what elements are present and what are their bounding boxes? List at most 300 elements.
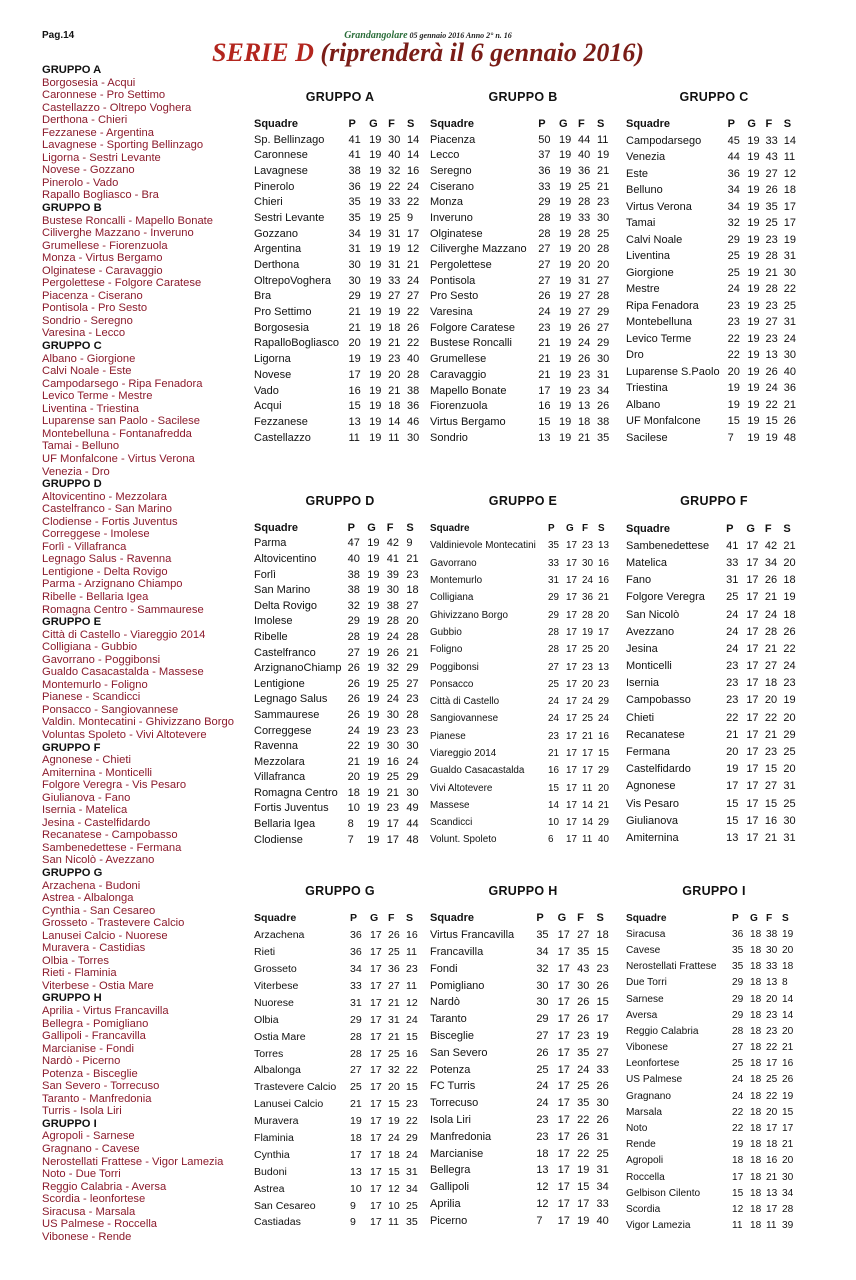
goals-against: 13 [598,540,609,552]
standings-header-row [254,116,426,132]
points: 41 [348,149,361,162]
points: 20 [727,365,740,378]
games: 19 [369,243,382,256]
team-name: Potenza [430,1063,471,1076]
games: 17 [566,626,577,638]
table-row [430,1179,616,1196]
games: 17 [566,644,577,656]
team-name: Gelbison Cilento [626,1187,701,1199]
goals-against: 23 [598,678,609,690]
goals-against: 9 [406,537,413,550]
team-name: Agnonese [626,780,676,793]
fixture-item: US Palmese - Roccella [42,1218,158,1231]
team-name: Ponsacco [430,678,474,690]
games: 19 [367,552,380,565]
games: 19 [747,349,760,362]
standings-block [626,884,802,1234]
games: 19 [559,164,572,177]
table-row [254,147,426,163]
goals-for: 13 [577,400,591,413]
goals-against: 12 [407,243,420,256]
team-name: Leonfortese [626,1058,680,1070]
games: 17 [746,694,759,707]
column-header-p: P [350,912,358,925]
games: 17 [370,1216,382,1229]
fixture-item: Marcianise - Fondi [42,1042,135,1055]
column-header-g: G [559,117,568,130]
fixtures-group-heading: GRUPPO E [42,616,102,629]
points: 17 [538,384,551,397]
games: 17 [566,765,577,777]
team-name: Montebelluna [626,316,693,329]
goals-against: 23 [406,724,419,737]
standings-header-row [430,910,616,927]
points: 15 [726,814,739,827]
points: 27 [347,646,360,659]
goals-for: 24 [577,337,591,350]
table-row [430,797,616,814]
team-name: Castiadas [254,1216,301,1229]
points: 21 [348,321,361,334]
points: 7 [536,1214,543,1227]
points: 10 [347,802,360,815]
goals-for: 25 [577,180,591,193]
column-header-g: G [746,522,755,535]
goals-for: 15 [577,1181,590,1194]
games: 17 [566,575,577,587]
games: 19 [367,537,380,550]
goals-against: 15 [406,1081,418,1094]
goals-against: 22 [407,196,420,209]
table-row [626,959,800,975]
goals-for: 38 [386,599,400,612]
table-row [430,1078,616,1095]
goals-against: 20 [782,944,794,956]
points: 8 [347,818,354,831]
games: 18 [750,1187,762,1199]
table-row [430,163,616,179]
points: 34 [348,227,361,240]
games: 17 [557,1113,570,1126]
points: 22 [732,1123,744,1135]
fixture-item: Liventina - Triestina [42,402,140,415]
points: 18 [347,786,360,799]
points: 15 [726,797,739,810]
team-name: Bellaria Igea [254,818,316,831]
table-row [626,589,802,606]
table-row [626,1104,800,1120]
goals-for: 33 [577,211,591,224]
goals-against: 46 [407,415,420,428]
goals-against: 21 [783,539,796,552]
goals-against: 21 [598,592,609,604]
goals-against: 31 [783,316,796,329]
games: 18 [750,1155,762,1167]
games: 17 [557,1080,570,1093]
games: 18 [750,1090,762,1102]
team-name: Roccella [626,1171,665,1183]
team-name: Pergolettese [430,259,492,272]
goals-for: 19 [388,306,401,319]
goals-against: 29 [598,765,609,777]
goals-for: 23 [386,724,400,737]
team-name: Sammaurese [254,708,320,721]
table-row [430,210,616,226]
points: 6 [548,834,554,846]
goals-for: 11 [582,834,593,846]
games: 19 [747,184,760,197]
goals-for: 33 [388,274,401,287]
table-row [254,320,426,336]
goals-for: 40 [388,149,401,162]
fixture-item: Monza - Virtus Bergamo [42,252,163,265]
goals-for: 32 [386,662,400,675]
fixture-item: Correggese - Imolese [42,528,150,541]
points: 30 [536,979,549,992]
points: 19 [348,353,361,366]
goals-for: 27 [765,316,778,329]
points: 24 [732,1090,744,1102]
goals-for: 18 [766,1139,778,1151]
goals-for: 26 [577,321,591,334]
points: 31 [548,575,559,587]
goals-for: 13 [766,1187,778,1199]
fixture-item: Grumellese - Fiorenzuola [42,239,168,252]
games: 19 [369,415,382,428]
fixture-item: Venezia - Dro [42,465,110,478]
team-name: Nuorese [254,996,294,1009]
column-header-s: S [596,912,604,925]
team-name: Trastevere Calcio [254,1081,337,1094]
goals-against: 40 [407,353,420,366]
fixture-item: Gragnano - Cavese [42,1143,140,1156]
fixture-item: Viterbese - Ostia Mare [42,979,154,992]
table-row [626,926,800,942]
points: 36 [732,928,744,940]
fixtures-list [42,64,252,1243]
games: 19 [559,196,572,209]
points: 15 [727,415,740,428]
games: 19 [369,149,382,162]
goals-for: 33 [765,134,778,147]
goals-against: 24 [598,713,609,725]
fixture-item: Novese - Gozzano [42,164,135,177]
table-row [626,1023,800,1039]
team-name: Gavorrano [430,557,477,569]
points: 17 [350,1148,362,1161]
goals-against: 20 [783,711,796,724]
games: 19 [747,266,760,279]
fixture-item: Potenza - Bisceglie [42,1067,138,1080]
goals-against: 40 [598,834,609,846]
goals-for: 26 [386,646,400,659]
fixture-item: UF Monfalcone - Virtus Verona [42,452,195,465]
column-header-team: Squadre [430,523,470,535]
fixture-item: Pinerolo - Vado [42,176,119,189]
goals-for: 21 [764,642,778,655]
table-row [254,582,426,598]
goals-for: 28 [386,615,400,628]
goals-against: 16 [782,1058,794,1070]
fixture-item: Amiternina - Monticelli [42,766,153,779]
table-row [254,273,426,289]
points: 12 [732,1203,744,1215]
table-row [430,728,616,745]
goals-for: 23 [386,802,400,815]
points: 24 [548,696,559,708]
points: 7 [347,833,354,846]
goals-against: 23 [596,962,609,975]
table-row [430,831,616,848]
goals-against: 25 [596,227,610,240]
points: 36 [727,167,740,180]
goals-for: 30 [577,979,590,992]
table-row [430,1011,616,1028]
games: 17 [370,1115,382,1128]
points: 23 [726,677,739,690]
games: 17 [566,661,577,673]
games: 19 [367,662,380,675]
table-row [254,551,426,567]
goals-against: 29 [783,728,796,741]
goals-against: 30 [596,1097,609,1110]
games: 17 [370,1047,382,1060]
table-row [626,248,802,265]
column-header-p: P [726,522,734,535]
goals-for: 21 [766,1171,778,1183]
table-row [626,413,802,430]
goals-against: 14 [407,133,420,146]
points: 30 [348,259,361,272]
goals-for: 21 [388,996,400,1009]
table-row [254,994,426,1011]
table-row [626,380,802,397]
fixture-item: Rieti - Flaminia [42,967,117,980]
points: 24 [536,1080,549,1093]
standings-block [254,494,426,847]
fixture-item: Romagna Centro - Sammaurese [42,603,204,616]
goals-for: 25 [577,1080,590,1093]
fixture-item: Altovicentino - Mezzolara [42,490,167,503]
points: 28 [347,630,360,643]
games: 19 [559,180,572,193]
table-row [626,397,802,414]
team-name: Albano [626,398,661,411]
standings-table [430,520,616,849]
table-row [254,1045,426,1062]
games: 19 [559,353,572,366]
games: 17 [566,678,577,690]
games: 17 [370,929,382,942]
goals-against: 20 [598,782,609,794]
points: 30 [536,996,549,1009]
games: 19 [559,400,572,413]
table-row [254,163,426,179]
table-row [626,572,802,589]
goals-against: 44 [406,818,419,831]
points: 10 [548,817,559,829]
goals-for: 16 [386,755,400,768]
team-name: Borgosesia [254,321,310,334]
goals-against: 31 [783,831,796,844]
goals-against: 29 [406,662,419,675]
points: 36 [350,946,362,959]
team-name: Fano [626,574,652,587]
column-header-g: G [747,118,756,131]
goals-for: 23 [577,368,591,381]
goals-against: 23 [783,677,796,690]
fixture-item: Giulianova - Fano [42,791,131,804]
games: 19 [367,599,380,612]
goals-for: 20 [766,1106,778,1118]
games: 17 [557,1130,570,1143]
table-row [430,555,616,572]
points: 24 [538,306,551,319]
goals-for: 23 [577,1029,590,1042]
goals-against: 48 [406,833,419,846]
table-row [254,660,426,676]
table-row [430,537,616,554]
table-row [626,314,802,331]
table-row [430,676,616,693]
team-name: Novese [254,368,292,381]
fixtures-group-heading: GRUPPO I [42,1117,97,1130]
fixtures-group-heading: GRUPPO C [42,340,102,353]
points: 24 [548,713,559,725]
goals-for: 26 [764,574,778,587]
standings-table [430,116,616,445]
points: 21 [347,755,360,768]
goals-against: 16 [598,575,609,587]
fixture-item: San Nicolò - Avezzano [42,854,155,867]
table-row [254,336,426,352]
goals-against: 23 [596,196,610,209]
column-header-p: P [538,117,546,130]
goals-for: 36 [577,164,591,177]
team-name: Scordia [626,1203,661,1215]
games: 17 [557,1164,570,1177]
goals-for: 32 [388,1064,400,1077]
goals-against: 17 [783,200,796,213]
team-name: Ciserano [430,180,475,193]
goals-for: 27 [577,306,591,319]
points: 28 [538,211,551,224]
table-row [254,210,426,226]
points: 27 [548,661,559,673]
goals-against: 21 [596,164,610,177]
column-header-team: Squadre [254,117,299,130]
table-row [626,640,802,657]
team-name: Chieti [626,711,655,724]
fixture-item: Varesina - Lecco [42,327,126,340]
goals-against: 24 [407,180,420,193]
fixture-item: Albano - Giorgione [42,352,136,365]
fixture-item: Castelfranco - San Marino [42,503,172,516]
goals-against: 30 [406,740,419,753]
team-name: Aprilia [430,1197,461,1210]
goals-against: 21 [598,799,609,811]
points: 33 [538,180,551,193]
points: 9 [350,1199,356,1212]
column-header-f: F [766,912,773,924]
team-name: Sacilese [626,431,668,444]
column-header-f: F [388,117,395,130]
goals-for: 43 [577,962,590,975]
games: 19 [367,646,380,659]
goals-against: 19 [596,1029,609,1042]
table-row [430,745,616,762]
goals-against: 24 [406,755,419,768]
goals-for: 21 [577,431,591,444]
table-row [254,1180,426,1197]
points: 30 [348,274,361,287]
table-row [626,1007,800,1023]
points: 11 [348,431,360,444]
games: 17 [557,945,570,958]
points: 14 [548,799,559,811]
points: 11 [732,1220,743,1232]
fixture-item: Nerostellati Frattese - Vigor Lamezia [42,1155,224,1168]
games: 17 [746,814,759,827]
title-main: SERIE D [212,38,314,67]
goals-for: 14 [582,817,593,829]
games: 17 [566,834,577,846]
team-name: Inveruno [430,211,473,224]
team-name: Monza [430,196,464,209]
goals-against: 20 [598,609,609,621]
standings-block [430,90,616,445]
goals-against: 17 [407,227,420,240]
fixture-item: Ciliverghe Mazzano - Inveruno [42,227,194,240]
goals-against: 31 [406,1165,418,1178]
fixture-item: Rapallo Bogliasco - Bra [42,189,159,202]
fixture-item: Bustese Roncalli - Mapello Bonate [42,214,214,227]
games: 17 [746,608,759,621]
games: 17 [746,780,759,793]
table-row [430,977,616,994]
points: 22 [726,711,739,724]
team-name: Folgore Veregra [626,591,705,604]
table-row [626,778,802,795]
goals-for: 23 [766,1009,778,1021]
team-name: Piacenza [430,133,476,146]
points: 38 [347,584,360,597]
goals-for: 21 [764,831,778,844]
team-name: Delta Rovigo [254,599,317,612]
table-row [254,194,426,210]
games: 17 [557,1197,570,1210]
team-name: Caronnese [254,149,308,162]
team-name: San Severo [430,1046,488,1059]
table-row [626,1040,800,1056]
goals-against: 25 [783,797,796,810]
points: 23 [538,321,551,334]
games: 19 [559,368,572,381]
goals-against: 26 [596,1080,609,1093]
points: 24 [347,724,360,737]
column-header-team: Squadre [626,912,667,924]
goals-against: 38 [596,415,610,428]
goals-for: 20 [577,259,591,272]
points: 29 [732,1009,744,1021]
team-name: Forlì [254,568,276,581]
team-name: OltrepoVoghera [254,274,332,287]
games: 17 [557,1013,570,1026]
standings-group-title: GRUPPO G [305,884,375,898]
table-row [626,623,802,640]
team-name: Aversa [626,1009,658,1021]
team-name: Grosseto [254,963,297,976]
